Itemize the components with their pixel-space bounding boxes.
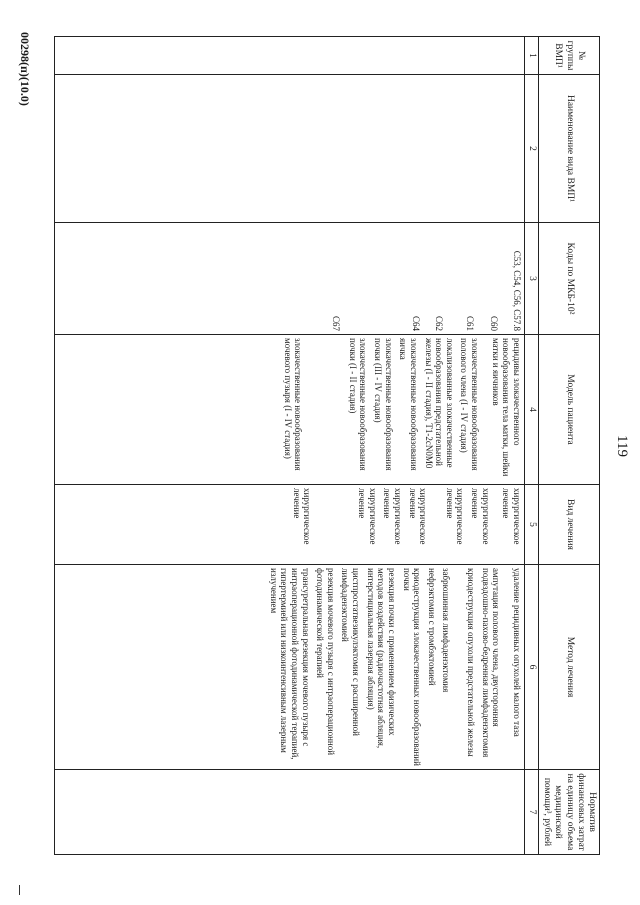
patient-model: злокачественные новообразования полового члена (I - IV стадия) bbox=[459, 338, 480, 471]
icd-codes-cell bbox=[54, 223, 524, 335]
group-number-cell bbox=[54, 37, 524, 75]
treatment-method: криодеструкция опухоли предстательной железы bbox=[465, 568, 476, 757]
treatment-type: хирургическое лечение bbox=[444, 488, 466, 545]
column-number: 4 bbox=[524, 335, 538, 485]
patient-model-cell bbox=[54, 335, 524, 485]
document-code: 00298(п)(10.0) bbox=[18, 32, 32, 106]
page-number: 119 bbox=[614, 435, 630, 457]
header-icd-codes: Коды по МКБ-10² bbox=[538, 223, 599, 335]
patient-model: злокачественные новообразования яичка bbox=[398, 338, 419, 471]
column-number: 7 bbox=[524, 770, 538, 855]
column-number: 6 bbox=[524, 565, 538, 770]
header-vmp-type: Наименование вида ВМП¹ bbox=[538, 75, 599, 223]
header-treatment-type: Вид лечения bbox=[538, 485, 599, 565]
header-cost-norm: Норматив финансовых затрат на единицу объема медицинской помощи³, рублей bbox=[538, 770, 599, 855]
header-group-number: № группы ВМП¹ bbox=[538, 37, 599, 75]
patient-model: злокачественные новообразования мочевого пузыря (I - IV стадия) bbox=[282, 338, 304, 471]
column-number: 2 bbox=[524, 75, 538, 223]
header-treatment-method: Метод лечения bbox=[538, 565, 599, 770]
cost-norm-cell bbox=[54, 770, 524, 855]
treatment-method: цистпростатвезикулэктомия с расширенной лимфаденэктомией bbox=[340, 568, 362, 736]
treatment-method: резекция почки с применением физических методов воздействия (радиочастотная абляция, интерстициальная лазерная абляция) bbox=[365, 568, 397, 749]
treatment-method: забрюшинная лимфаденэктомия bbox=[441, 568, 452, 693]
treatment-method: нефрэктомия с тромбэктомией bbox=[426, 568, 437, 686]
icd-code: C62 bbox=[433, 315, 444, 331]
treatment-method: резекция мочевого пузыря с интраоперационной фотодинамической терапией bbox=[315, 568, 336, 756]
treatment-type: хирургическое лечение bbox=[357, 488, 378, 545]
treatment-method: криодеструкция злокачественных новообразований почки bbox=[401, 568, 423, 766]
table-row bbox=[54, 37, 524, 855]
header-row bbox=[538, 37, 599, 855]
treatment-type: хирургическое лечение bbox=[501, 488, 522, 545]
treatment-method: трансуретральная резекция мочевого пузыря с интраоперационной фотодинамической терапией, гипертермией или низкоинтенсивным лазерным излучением bbox=[268, 568, 311, 760]
treatment-type: хирургическое лечение bbox=[291, 488, 313, 545]
treatment-method: ампутация полового члена, двусторонняя подвздошно-пахово-бедренная лимфаденэктомия bbox=[480, 568, 502, 758]
column-number: 3 bbox=[524, 223, 538, 335]
header-patient-model: Модель пациента bbox=[538, 335, 599, 485]
icd-code: C60 bbox=[489, 315, 500, 331]
column-number-row bbox=[524, 37, 538, 855]
treatment-method: удаление рецидивных опухолей малого таза bbox=[511, 568, 522, 737]
icd-code: C64 bbox=[411, 315, 422, 331]
treatment-type: хирургическое лечение bbox=[469, 488, 491, 545]
vmp-table bbox=[54, 36, 600, 855]
patient-model: рецидивы злокачественного новообразования тела матки, шейки матки и яичников bbox=[490, 338, 522, 477]
patient-model: злокачественные новообразования почки (III - IV стадия) bbox=[373, 338, 394, 471]
icd-code: C53, C54, C56, C57.8 bbox=[511, 250, 522, 331]
patient-model: злокачественные новообразования почки (I - II стадия) bbox=[347, 338, 369, 471]
icd-code: C67 bbox=[330, 315, 341, 331]
treatment-type-cell bbox=[54, 485, 524, 565]
icd-code: C61 bbox=[464, 315, 475, 331]
treatment-type: хирургическое лечение bbox=[382, 488, 403, 545]
vmp-type-cell bbox=[54, 75, 524, 223]
column-number: 1 bbox=[524, 37, 538, 75]
edge-mark bbox=[19, 885, 20, 895]
treatment-method-cell bbox=[54, 565, 524, 770]
patient-model: локализованные злокачественные новообразования предстательной железы (I - II стадия), T1-2cN0M0 bbox=[423, 338, 455, 469]
column-number: 5 bbox=[524, 485, 538, 565]
treatment-type: хирургическое лечение bbox=[407, 488, 429, 545]
